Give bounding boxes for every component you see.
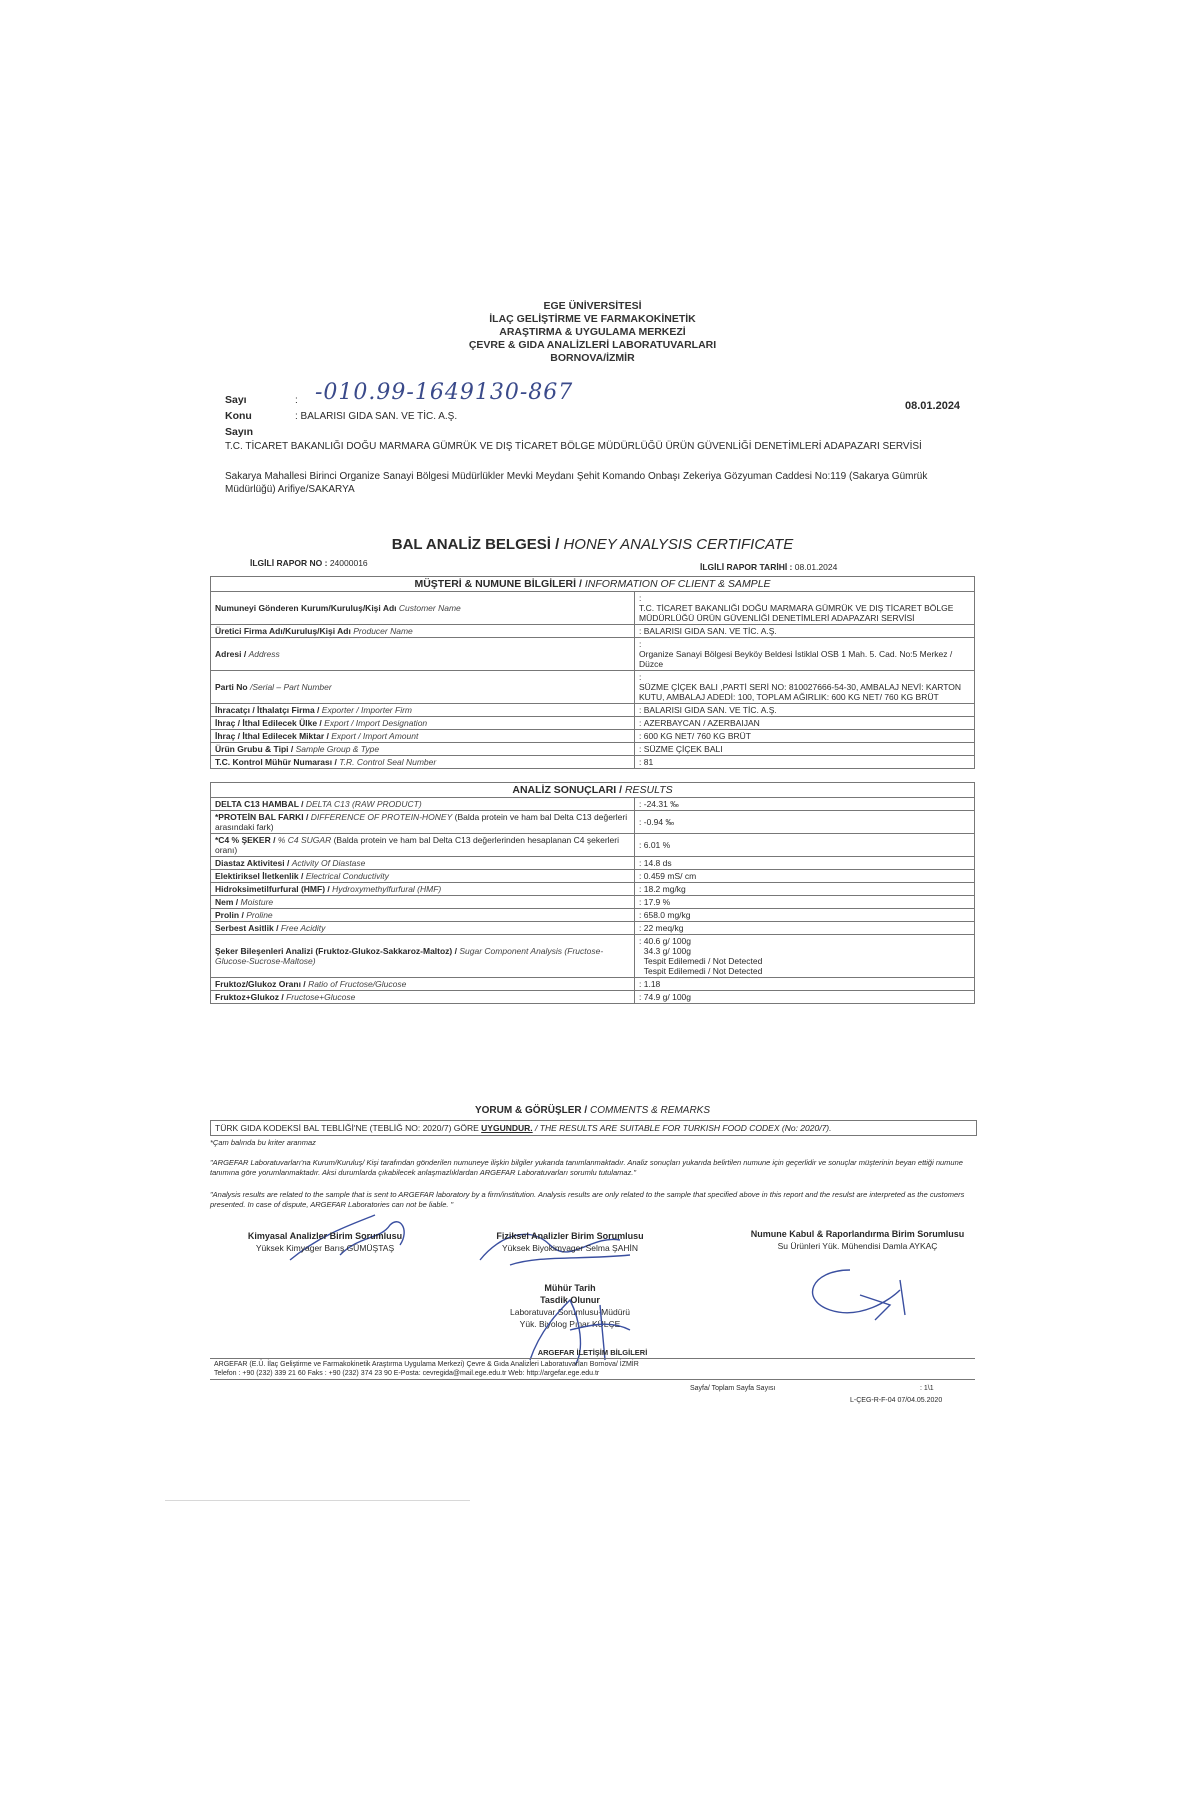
page-count-label: Sayfa/ Toplam Sayfa Sayısı [690,1385,776,1392]
sayi-label: Sayı [225,394,247,406]
row-value: : Organize Sanayi Bölgesi Beyköy Beldesi İstiklal OSB 1 Mah. 5. Cad. No:5 Merkez / Düzce [635,638,975,671]
row-value: : 17.9 % [635,896,975,909]
row-label: Nem / Moisture [211,896,635,909]
client-row [211,756,975,769]
header-line-4: ÇEVRE & GIDA ANALİZLERİ LABORATUVARLARI [468,339,717,351]
contact-line-1: ARGEFAR (E.Ü. İlaç Geliştirme ve Farmakokinetik Araştırma Uygulama Merkezi) Çevre & Gıda Analizleri Laboratuvarları Bornova/ İZMİR [214,1361,639,1368]
client-row [211,638,975,671]
certificate-title: BAL ANALİZ BELGESİ / HONEY ANALYSIS CERTIFICATE [391,536,794,553]
row-label: İhraç / İthal Edilecek Ülke / Export / Import Designation [211,717,635,730]
result-row [211,991,975,1004]
report-date: İLGİLİ RAPOR TARİHİ : 08.01.2024 [700,562,838,572]
result-row [211,978,975,991]
row-value: : -0.94 ‰ [635,811,975,834]
recipient-name: T.C. TİCARET BAKANLIĞI DOĞU MARMARA GÜMRÜK VE DIŞ TİCARET BÖLGE MÜDÜRLÜĞÜ ÜRÜN GÜVENLİĞİ DENETİMLERİ ADAPAZARI SERVİSİ [225,441,922,452]
sample-acceptance-signature: Numune Kabul & Raporlandırma Birim Sorumlusu Su Ürünleri Yük. Mühendisi Damla AYKAÇ [750,1229,965,1251]
form-code: L-ÇEG-R-F-04 07/04.05.2020 [850,1397,943,1404]
recipient-address: Sakarya Mahallesi Birinci Organize Sanayi Bölgesi Müdürlükler Mevki Meydanı Şehit Komando Onbaşı Zekeriya Gözyuman Caddesi No:119 (Sakarya Gümrük Müdürlüğü) Arifiye/SAKARYA [225,471,928,495]
client-row [211,730,975,743]
row-label: Prolin / Proline [211,909,635,922]
row-value: : SÜZME ÇİÇEK BALI [635,743,975,756]
client-rows [211,592,975,769]
verdict: UYGUNDUR. [481,1123,533,1133]
result-row [211,857,975,870]
institution-header [210,300,975,365]
row-label: *C4 % ŞEKER / % C4 SUGAR (Balda protein ve ham bal Delta C13 değerlerinden hesaplanan C4 şekerleri oranı) [211,834,635,857]
client-row [211,743,975,756]
row-label: Şeker Bileşenleri Analizi (Fruktoz-Glukoz-Sakkaroz-Maltoz) / Sugar Component Analysis (Fructose-Glucose-Sucrose-Maltose) [211,935,635,978]
comments-heading: YORUM & GÖRÜŞLER / COMMENTS & REMARKS [474,1105,711,1116]
row-value: : 74.9 g/ 100g [635,991,975,1004]
chemical-analysis-signature: Kimyasal Analizler Birim Sorumlusu Yüksek Kimyager Barış GÜMÜŞTAŞ [247,1231,403,1253]
row-value: : 0.459 mS/ cm [635,870,975,883]
result-rows [211,798,975,1004]
row-label: *PROTEİN BAL FARKI / DIFFERENCE OF PROTEIN-HONEY (Balda protein ve ham bal Delta C13 değerleri arasındaki fark) [211,811,635,834]
row-label: Fruktoz/Glukoz Oranı / Ratio of Fructose/Glucose [211,978,635,991]
comments-box: TÜRK GIDA KODEKSİ BAL TEBLİĞİ'NE (TEBLİĞ NO: 2020/7) GÖRE UYGUNDUR. / THE RESULTS ARE SUITABLE FOR TURKISH FOOD CODEX (No: 2020/7). [210,1120,977,1136]
row-label: İhraç / İthal Edilecek Miktar / Export / Import Amount [211,730,635,743]
client-row [211,704,975,717]
result-row [211,935,975,978]
document-page: EGE ÜNİVERSİTESİ İLAÇ GELİŞTİRME VE FARMAKOKİNETİK ARAŞTIRMA & UYGULAMA MERKEZİ ÇEVRE & GIDA ANALİZLERİ LABORATUVARLARI BORNOVA/İZMİR Sayı : -010.99-1649130-867 08.01.2024 Konu : BALARISI GIDA SAN. VE TİC. A.Ş. Sayın T.C. TİCARET BAKANLIĞI DOĞU MARMARA GÜMRÜK VE DIŞ TİCARET BÖLGE MÜDÜRLÜĞÜ ÜRÜN GÜVENLİĞİ DENETİMLERİ ADAPAZARI SERVİSİ Sakarya Mahallesi Birinci Organize Sanayi Bölgesi Müdürlükler Mevki Meydanı Şehit Komando Onbaşı Zekeriya Gözyuman Caddesi No:119 (Sakarya Gümrük Müdürlüğü) Arifiye/SAKARYA BAL ANALİZ BELGESİ / HONEY ANALYSIS CERTIFICATE İLGİLİ RAPOR NO : 24000016 İLGİLİ RAPOR TARİHİ : 08.01.2024 MÜŞTERİ & NUMUNE BİLGİLERİ / INFORMATION OF CLIENT & SAMPLE Numuneyi Gönderen Kurum/Kuruluş/Kişi Adı Customer Name : T.C. TİCARET BAKANLIĞI DOĞU MARMARA GÜMRÜK VE DIŞ TİCARET BÖLGE MÜDÜRLÜĞÜ ÜRÜN GÜVENLİĞİ DENETİMLERİ ADAPAZARI SERVİSİ Üretici Firma Adı/Kuruluş/Kişi Adı Producer Name : BALARISI GIDA SAN. VE TİC. A.Ş. Adresi / Address : Organize Sanayi Bölgesi Beyköy Beldesi İstiklal OSB 1 Mah. 5. Cad. No:5 Merkez / Düzce Parti No /Serial – Part Number : SÜZME ÇİÇEK BALI ,PARTİ SERİ NO: 810027666-54-30, AMBALAJ NEVİ: KARTON KUTU, AMBALAJ ADEDİ: 100, TOPLAM AĞIRLIK: 600 KG NET/ 760 KG BRÜT İhracatçı / İthalatçı Firma / Exporter / Importer Firm : BALARISI GIDA SAN. VE TİC. A.Ş. İhraç / İthal Edilecek Ülke / Export / Import Designation : AZERBAYCAN / AZERBAIJAN İhraç / İthal Edilecek Miktar / Export / Import Amount : 600 KG NET/ 760 KG BRÜT Ürün Grubu & Tipi / Sample Group & Type : SÜZME ÇİÇEK BALI T.C. Kontrol Mühür Numarası / T.R. Control Seal Number : 81 ANALİZ SONUÇLARI / RESULTS DELTA C13 HAMBAL / DELTA C13 (RAW PRODUCT) : -24.31 ‰ *PROTEİN BAL FARKI / DIFFERENCE OF PROTEIN-HONEY (Balda protein ve ham bal Delta C13 değerleri arasındaki fark) : -0.94 ‰ *C4 % ŞEKER / % C4 SUGAR (Balda protein ve ham bal Delta C13 değerlerinden hesaplanan C4 şekerleri oranı) : 6.01 % Diastaz Aktivitesi / Activity Of Diastase : 14.8 ds Elektiriksel İletkenlik / Electrical Conductivity : 0.459 mS/ cm Hidroksimetilfurfural (HMF) / Hydroxymethylfurfural (HMF) : 18.2 mg/kg Nem / Moisture : 17.9 % Prolin / Proline : 658.0 mg/kg Serbest Asitlik / Free Acidity : 22 meq/kg Şeker Bileşenleri Analizi (Fruktoz-Glukoz-Sakkaroz-Maltoz) / Sugar Component Analysis (Fructose-Glucose-Sucrose-Maltose) : 40.6 g/ 100g 34.3 g/ 100g Tespit Edilemedi / Not Detected Tespit Edilemedi / Not Detected Fruktoz/Glukoz Oranı / Ratio of Fructose/Glucose : 1.18 Fruktoz+Glukoz / Fructose+Glucose : 74.9 g/ 100g YORUM & GÖRÜŞLER / COMMENTS & REMARKS TÜRK GIDA KODEKSİ BAL TEBLİĞİ'NE (TEBLİĞ NO: 2020/7) GÖRE UYGUNDUR. / THE RESULTS ARE SUITABLE FOR TURKISH FOOD CODEX (No: 2020/7). *Çam balında bu kriter aranmaz "ARGEFAR Laboratuvarları'na Kurum/Kuruluş/ Kişi tarafından gönderilen numuneye ilişkin bilgiler yukarıda tanımlanmaktadır. Analiz sonuçları yukarıda belirtilen numune için geçerlidir ve sonuçlar müşterinin beyan ettiği numune tanımına göre yorumlanmaktadır. Aksi durumlarda çıkabilecek anlaşmazlıklardan ARGEFAR Laboratuvarları sorumlu tutulamaz." "Analysis results are related to the sample that is sent to ARGEFAR laboratory by a firm/institution. Analysis results are only related to the sample that specified above in this report and the resulst are interpreted as the customers presented. In case of dispute, ARGEFAR Laboratories can not be liable. " Kimyasal Analizler Birim Sorumlusu Yüksek Kimyager Barış GÜMÜŞTAŞ Fiziksel Analizler Birim Sorumlusu Yüksek Biyokimyager Selma ŞAHİN Numune Kabul & Raporlandırma Birim Sorumlusu Su Ürünleri Yük. Mühendisi Damla AYKAÇ Mühür Tarih Tasdik Olunur Laboratuvar Sorumlusu-Müdürü Yük. Biyolog Pınar KÜLÇE ARGEFAR İLETİŞİM BİLGİLERİ ARGEFAR (E.Ü. İlaç Geliştirme ve Farmakokinetik Araştırma Uygulama Merkezi) Çevre & Gıda Analizleri Laboratuvarları Bornova/ İZMİR Telefon : +90 (232) 339 21 60 Faks : +90 (232) 374 23 90 E-Posta: cevregida@mail.ege.edu.tr Web: http://argefar.ege.edu.tr Sayfa/ Toplam Sayfa Sayısı : 1\1 L-ÇEG-R-F-04 07/04.05.2020 [210,300,975,1430]
row-label: Üretici Firma Adı/Kuruluş/Kişi Adı Producer Name [211,625,635,638]
result-row [211,811,975,834]
header-line-3: ARAŞTIRMA & UYGULAMA MERKEZİ [499,326,686,338]
row-value: : 14.8 ds [635,857,975,870]
row-value: : T.C. TİCARET BAKANLIĞI DOĞU MARMARA GÜMRÜK VE DIŞ TİCARET BÖLGE MÜDÜRLÜĞÜ ÜRÜN GÜVENLİĞİ DENETİMLERİ ADAPAZARI SERVİSİ [635,592,975,625]
physical-analysis-signature: Fiziksel Analizler Birim Sorumlusu Yüksek Biyokimyager Selma ŞAHİN [496,1231,644,1253]
disclaimer-tr: "ARGEFAR Laboratuvarları'na Kurum/Kuruluş/ Kişi tarafından gönderilen numuneye ilişkin bilgiler yukarıda tanımlanmaktadır. Analiz sonuçları yukarıda belirtilen numune için geçerlidir ve sonuçlar müşterinin beyan ettiği numune tanımına göre yorumlanmaktadır. Aksi durumlarda çıkabilecek anlaşmazlıklardan ARGEFAR Laboratuvarları sorumlu tutulamaz." [210,1158,963,1177]
row-label: Parti No /Serial – Part Number [211,671,635,704]
result-row [211,870,975,883]
header-line-1: EGE ÜNİVERSİTESİ [543,300,642,312]
header-line-5: BORNOVA/İZMİR [550,352,635,364]
row-label: DELTA C13 HAMBAL / DELTA C13 (RAW PRODUCT) [211,798,635,811]
row-label: Numuneyi Gönderen Kurum/Kuruluş/Kişi Adı Customer Name [211,592,635,625]
row-value: : -24.31 ‰ [635,798,975,811]
contact-info [210,1358,975,1380]
lab-seal-approval: Mühür Tarih Tasdik Olunur Laboratuvar Sorumlusu-Müdürü Yük. Biyolog Pınar KÜLÇE [509,1283,630,1329]
header-line-2: İLAÇ GELİŞTİRME VE FARMAKOKİNETİK [489,313,696,325]
row-value: : 6.01 % [635,834,975,857]
row-value: : 22 meq/kg [635,922,975,935]
result-row [211,922,975,935]
row-label: Adresi / Address [211,638,635,671]
client-row [211,625,975,638]
sayin-label: Sayın [225,426,254,438]
sample-signature-scribble [790,1260,930,1330]
row-value: : BALARISI GIDA SAN. VE TİC. A.Ş. [635,625,975,638]
row-value: : SÜZME ÇİÇEK BALI ,PARTİ SERİ NO: 810027666-54-30, AMBALAJ NEVİ: KARTON KUTU, AMBALAJ ADEDİ: 100, TOPLAM AĞIRLIK: 600 KG NET/ 760 KG BRÜT [635,671,975,704]
row-label: Ürün Grubu & Tipi / Sample Group & Type [211,743,635,756]
konu-label: Konu [225,410,252,422]
client-row [211,592,975,625]
row-label: Elektiriksel İletkenlik / Electrical Conductivity [211,870,635,883]
client-row [211,671,975,704]
row-value: : 1.18 [635,978,975,991]
page-count-value: : 1\1 [920,1385,934,1392]
row-value: : BALARISI GIDA SAN. VE TİC. A.Ş. [635,704,975,717]
row-value: : 40.6 g/ 100g 34.3 g/ 100g Tespit Edilemedi / Not Detected Tespit Edilemedi / Not Detected [635,935,975,978]
report-number: İLGİLİ RAPOR NO : 24000016 [250,558,368,568]
row-label: Hidroksimetilfurfural (HMF) / Hydroxymethylfurfural (HMF) [211,883,635,896]
pine-honey-footnote: *Çam balında bu kriter aranmaz [210,1138,316,1147]
row-label: İhracatçı / İthalatçı Firma / Exporter / Importer Firm [211,704,635,717]
row-value: : AZERBAYCAN / AZERBAIJAN [635,717,975,730]
client-sample-table [210,576,975,769]
letter-date: 08.01.2024 [905,400,961,412]
client-row [211,717,975,730]
result-row [211,883,975,896]
row-label: Serbest Asitlik / Free Acidity [211,922,635,935]
result-row [211,834,975,857]
disclaimer-en: "Analysis results are related to the sample that is sent to ARGEFAR laboratory by a firm/institution. Analysis results are only related to the sample that specified above in this report and the resulst are interpreted as the customers presented. In case of dispute, ARGEFAR Laboratories can not be liable. " [210,1190,965,1209]
row-value: : 600 KG NET/ 760 KG BRÜT [635,730,975,743]
result-row [211,909,975,922]
konu-value: : BALARISI GIDA SAN. VE TİC. A.Ş. [295,411,458,422]
row-label: T.C. Kontrol Mühür Numarası / T.R. Control Seal Number [211,756,635,769]
row-label: Fruktoz+Glukoz / Fructose+Glucose [211,991,635,1004]
client-section-heading: MÜŞTERİ & NUMUNE BİLGİLERİ / INFORMATION OF CLIENT & SAMPLE [211,577,975,592]
row-label: Diastaz Aktivitesi / Activity Of Diastase [211,857,635,870]
page-edge-line [165,1500,470,1501]
contact-line-2: Telefon : +90 (232) 339 21 60 Faks : +90 (232) 374 23 90 E-Posta: cevregida@mail.ege.edu.tr Web: http://argefar.ege.edu.tr [214,1370,600,1377]
results-table [210,782,975,1004]
row-value: : 18.2 mg/kg [635,883,975,896]
result-row [211,798,975,811]
contact-heading: ARGEFAR İLETİŞİM BİLGİLERİ [537,1348,648,1357]
result-row [211,896,975,909]
row-value: : 81 [635,756,975,769]
results-section-heading: ANALİZ SONUÇLARI / RESULTS [211,783,975,798]
row-value: : 658.0 mg/kg [635,909,975,922]
handwritten-reference-number: -010.99-1649130-867 [315,380,574,405]
